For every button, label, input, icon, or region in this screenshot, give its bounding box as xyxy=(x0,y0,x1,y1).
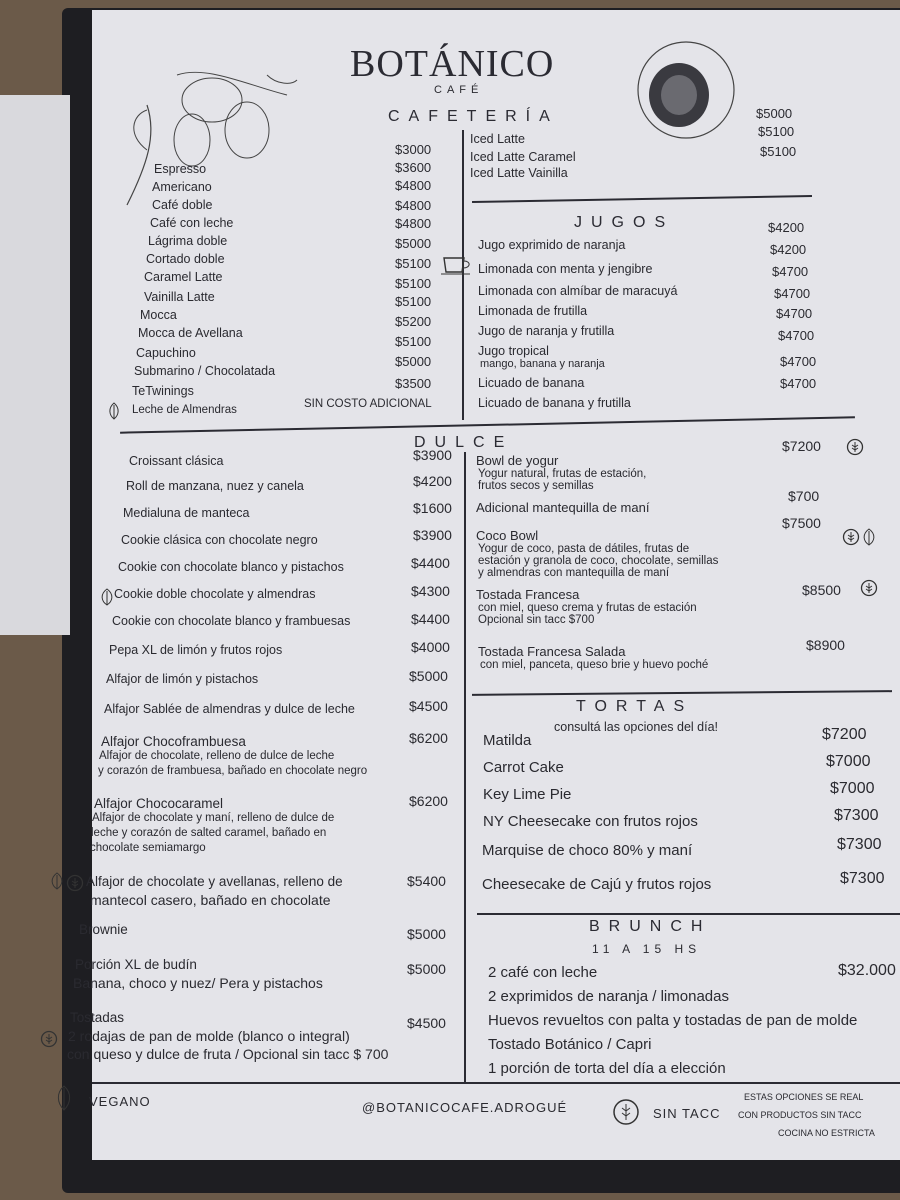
dulce-item-price: $3900 xyxy=(413,527,452,543)
jugo-item-name: Limonada con menta y jengibre xyxy=(478,262,653,276)
wheat-crossed-icon xyxy=(40,1030,58,1048)
dulce-right-item-price: $7200 xyxy=(782,438,821,454)
cafeteria-item-name: Caramel Latte xyxy=(144,270,223,284)
torta-item-price: $7000 xyxy=(830,780,875,797)
torta-item-name: Key Lime Pie xyxy=(483,786,572,803)
dulce-item-desc: Banana, choco y nuez/ Pera y pistachos xyxy=(73,975,323,991)
wheat-crossed-icon xyxy=(66,874,84,892)
dulce-item-price: $3900 xyxy=(413,447,452,463)
footer-note-3: COCINA NO ESTRICTA xyxy=(778,1128,875,1138)
dulce-item-desc: chocolate semiamargo xyxy=(90,842,206,854)
jugo-item-price: $4700 xyxy=(776,306,813,321)
brand-name: BOTÁNICO xyxy=(350,43,555,85)
dulce-item-name: Alfajor Sablée de almendras y dulce de leche xyxy=(104,702,355,716)
dulce-item-desc: mantecol casero, bañado en chocolate xyxy=(90,892,331,908)
footer-note-2: CON PRODUCTOS SIN TACC xyxy=(738,1110,862,1120)
cafeteria-item-name: Capuchino xyxy=(136,346,196,360)
dulce-item-name: Cookie con chocolate blanco y frambuesas xyxy=(112,614,351,628)
cafeteria-item-price: $5100 xyxy=(395,294,432,309)
dulce-item-price: $4400 xyxy=(411,555,450,571)
dulce-right-item-desc: frutos secos y semillas xyxy=(478,480,594,492)
cafeteria-item-price: $4800 xyxy=(395,178,432,193)
dulce-right-item-desc: estación y granola de coco, chocolate, semillas xyxy=(478,555,719,567)
dulce-right-item-name: Bowl de yogur xyxy=(476,453,559,468)
dulce-right-item-name: Tostada Francesa xyxy=(476,587,580,602)
torta-item-price: $7300 xyxy=(840,870,885,887)
cafeteria-item-name: Café doble xyxy=(152,198,213,212)
dulce-right-item-desc: Yogur de coco, pasta de dátiles, frutas de xyxy=(478,543,690,555)
brunch-item: Tostado Botánico / Capri xyxy=(488,1036,652,1053)
dulce-item-price: $4500 xyxy=(409,698,448,714)
jugo-item-price: $4700 xyxy=(780,354,817,369)
dulce-right-item-desc: y almendras con mantequilla de maní xyxy=(478,567,670,579)
leaf-icon xyxy=(860,528,878,546)
footer-vegano: VEGANO xyxy=(89,1094,151,1109)
dulce-item-name: Alfajor Chocoframbuesa xyxy=(101,734,246,749)
jugo-item-name: Limonada con almíbar de maracuyá xyxy=(478,284,678,298)
dulce-item-name: Cookie con chocolate blanco y pistachos xyxy=(118,560,344,574)
dulce-item-name: Alfajor Chococaramel xyxy=(94,796,224,811)
fruit-illustration-icon xyxy=(624,35,744,145)
dulce-right-item-name: Adicional mantequilla de maní xyxy=(476,500,650,515)
dulce-right-item-desc: con miel, queso crema y frutas de estación xyxy=(478,602,697,614)
menu-page xyxy=(67,10,900,1160)
column-divider-bottom xyxy=(464,452,466,1082)
section-title-tortas: TORTAS xyxy=(576,698,694,715)
dulce-item-price: $6200 xyxy=(409,730,448,746)
dulce-item-desc: y corazón de frambuesa, bañado en chocolate negro xyxy=(98,765,368,777)
dulce-right-item-desc: con miel, panceta, queso brie y huevo poché xyxy=(480,659,709,671)
cafeteria-item-price: $4800 xyxy=(395,216,432,231)
cafeteria-item-name: Vainilla Latte xyxy=(144,290,215,304)
footer-instagram: @BOTANICOCAFE.ADROGUÉ xyxy=(362,1100,568,1115)
jugo-item-price: $4700 xyxy=(778,328,815,343)
divider-footer xyxy=(92,1082,900,1084)
torta-item-name: Carrot Cake xyxy=(483,759,564,776)
dulce-item-price: $4200 xyxy=(413,473,452,489)
cafeteria-item-name: TeTwinings xyxy=(132,384,194,398)
cafeteria-item-name: Mocca xyxy=(140,308,177,322)
dulce-item-name: Cookie clásica con chocolate negro xyxy=(121,533,318,547)
jugo-item-name: Licuado de banana y frutilla xyxy=(478,396,631,410)
wheat-crossed-icon xyxy=(846,438,864,456)
cafeteria-item-price: $5200 xyxy=(395,314,432,329)
torta-item-name: NY Cheesecake con frutos rojos xyxy=(483,813,698,830)
section-title-jugos: JUGOS xyxy=(574,214,675,231)
brunch-price: $32.000 xyxy=(838,962,896,979)
almond-milk-price: SIN COSTO ADICIONAL xyxy=(304,398,432,410)
dulce-item-name: Croissant clásica xyxy=(129,454,224,468)
dulce-item-price: $6200 xyxy=(409,793,448,809)
coffee-cup-icon xyxy=(440,252,474,278)
section-title-cafeteria: CAFETERÍA xyxy=(388,108,559,125)
iced-item-name: Iced Latte xyxy=(470,132,525,146)
brunch-hours: 11 A 15 HS xyxy=(592,942,702,956)
jugo-item-name: Jugo de naranja y frutilla xyxy=(478,324,615,338)
dulce-item-name: Brownie xyxy=(79,922,128,937)
dulce-item-price: $5000 xyxy=(407,926,446,942)
divider-iced xyxy=(472,195,812,202)
brunch-item: Huevos revueltos con palta y tostadas de pan de molde xyxy=(488,1012,858,1029)
leaf-icon xyxy=(98,588,116,606)
almond-milk-label: Leche de Almendras xyxy=(132,404,237,416)
jugo-item-price: $4200 xyxy=(768,220,805,235)
jugo-item-desc: mango, banana y naranja xyxy=(480,358,605,370)
divider-brunch xyxy=(477,913,900,915)
dulce-item-desc: Alfajor de chocolate, relleno de dulce de leche xyxy=(99,750,335,762)
jugo-item-price: $4700 xyxy=(780,376,817,391)
cafeteria-item-name: Submarino / Chocolatada xyxy=(134,364,276,378)
dulce-right-item-desc: Yogur natural, frutas de estación, xyxy=(478,468,647,480)
divider-tortas xyxy=(472,690,892,695)
jugo-item-name: Licuado de banana xyxy=(478,376,585,390)
brunch-item: 2 café con leche xyxy=(488,964,598,981)
dulce-item-name: Medialuna de manteca xyxy=(123,506,250,520)
dulce-item-price: $1600 xyxy=(413,500,452,516)
dulce-item-name: Roll de manzana, nuez y canela xyxy=(126,479,304,493)
jugo-item-name: Jugo tropical xyxy=(478,344,549,358)
dulce-right-item-price: $7500 xyxy=(782,515,821,531)
iced-item-price: $5100 xyxy=(758,124,795,139)
cafeteria-item-name: Cortado doble xyxy=(146,252,225,266)
dulce-item-price: $5000 xyxy=(409,668,448,684)
dulce-item-price: $4000 xyxy=(411,639,450,655)
torta-item-price: $7300 xyxy=(837,836,882,853)
wheat-crossed-icon xyxy=(860,579,878,597)
dulce-item-price: $4500 xyxy=(407,1015,446,1031)
brunch-item: 2 exprimidos de naranja / limonadas xyxy=(488,988,729,1005)
jugo-item-name: Limonada de frutilla xyxy=(478,304,588,318)
dulce-item-price: $4300 xyxy=(411,583,450,599)
torta-item-price: $7200 xyxy=(822,726,867,743)
cafeteria-item-name: Café con leche xyxy=(150,216,234,230)
jugo-item-price: $4200 xyxy=(770,242,807,257)
dulce-item-desc: con queso y dulce de fruta / Opcional sin tacc $ 700 xyxy=(67,1046,389,1062)
dulce-right-item-name: Tostada Francesa Salada xyxy=(478,644,626,659)
dulce-item-name: Porción XL de budín xyxy=(75,957,197,972)
cafeteria-item-price: $3000 xyxy=(395,142,432,157)
torta-item-name: Matilda xyxy=(483,732,532,749)
iced-item-price: $5000 xyxy=(756,106,793,121)
torta-item-price: $7300 xyxy=(834,807,879,824)
dulce-right-item-price: $8500 xyxy=(802,582,841,598)
dulce-item-price: $5400 xyxy=(407,873,446,889)
wheat-crossed-icon xyxy=(612,1098,640,1126)
dulce-item-desc: leche y corazón de salted caramel, bañado en xyxy=(91,827,327,839)
dulce-right-item-desc: Opcional sin tacc $700 xyxy=(478,614,595,626)
jugo-item-price: $4700 xyxy=(772,264,809,279)
dulce-item-name: Pepa XL de limón y frutos rojos xyxy=(109,643,283,657)
brand-subtitle: CAFÉ xyxy=(434,84,484,96)
dulce-item-name: Cookie doble chocolate y almendras xyxy=(114,587,316,601)
cafeteria-item-name: Mocca de Avellana xyxy=(138,326,243,340)
divider-dulce xyxy=(120,416,855,433)
footer-sintacc: SIN TACC xyxy=(653,1106,721,1121)
iced-item-price: $5100 xyxy=(760,144,797,159)
dulce-item-price: $4400 xyxy=(411,611,450,627)
dulce-item-desc: 2 rodajas de pan de molde (blanco o integral) xyxy=(68,1028,350,1044)
cafeteria-item-price: $5000 xyxy=(395,236,432,251)
cafeteria-item-price: $3500 xyxy=(395,376,432,391)
cafeteria-item-price: $4800 xyxy=(395,198,432,213)
dulce-right-item-price: $700 xyxy=(788,488,820,504)
dulce-item-name: Alfajor de limón y pistachos xyxy=(106,672,259,686)
section-title-brunch: BRUNCH xyxy=(589,918,712,935)
cafeteria-item-name: Espresso xyxy=(154,162,207,176)
torta-item-price: $7000 xyxy=(826,753,871,770)
iced-item-name: Iced Latte Vainilla xyxy=(470,166,568,180)
leaf-icon xyxy=(108,402,120,420)
cafeteria-item-price: $5100 xyxy=(395,256,432,271)
leaf-icon xyxy=(48,872,66,890)
footer-note-1: ESTAS OPCIONES SE REAL xyxy=(744,1092,864,1102)
dulce-item-name: Tostadas xyxy=(70,1010,125,1025)
cafeteria-item-name: Americano xyxy=(152,180,212,194)
leaf-icon xyxy=(56,1085,72,1111)
dulce-right-item-name: Coco Bowl xyxy=(476,528,539,543)
jugo-item-name: Jugo exprimido de naranja xyxy=(478,238,626,252)
dulce-right-item-price: $8900 xyxy=(806,637,845,653)
wheat-crossed-icon xyxy=(842,528,860,546)
tortas-note: consultá las opciones del día! xyxy=(554,720,718,734)
cafeteria-item-price: $5100 xyxy=(395,276,432,291)
brunch-item: 1 porción de torta del día a elección xyxy=(488,1060,726,1077)
torta-item-name: Marquise de choco 80% y maní xyxy=(482,842,693,859)
section-title-dulce: DULCE xyxy=(414,434,514,451)
dulce-item-name: Alfajor de chocolate y avellanas, relleno de xyxy=(86,874,343,889)
dulce-item-price: $5000 xyxy=(407,961,446,977)
torta-item-name: Cheesecake de Cajú y frutos rojos xyxy=(482,876,712,893)
dulce-item-desc: Alfajor de chocolate y maní, relleno de dulce de xyxy=(92,812,335,824)
back-menu-page xyxy=(0,95,70,635)
cafeteria-item-price: $3600 xyxy=(395,160,432,175)
cafeteria-item-price: $5000 xyxy=(395,354,432,369)
cafeteria-item-price: $5100 xyxy=(395,334,432,349)
cafeteria-item-name: Lágrima doble xyxy=(148,234,228,248)
jugo-item-price: $4700 xyxy=(774,286,811,301)
iced-item-name: Iced Latte Caramel xyxy=(470,150,576,164)
